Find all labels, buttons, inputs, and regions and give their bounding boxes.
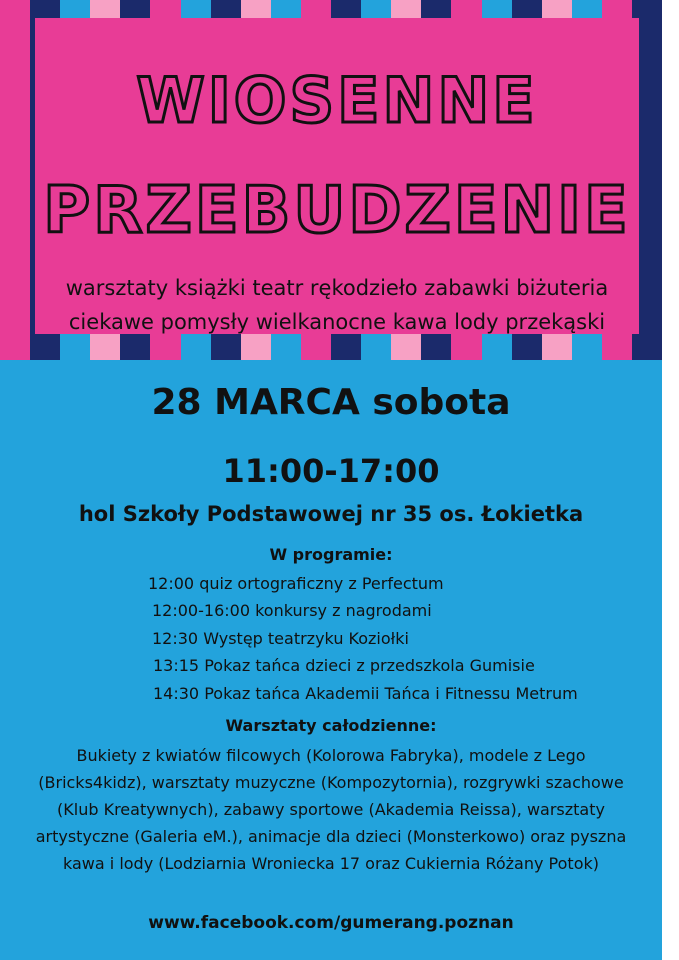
title-line-1: WIOSENNE	[136, 64, 538, 137]
subtitle-line-2: ciekawe pomysły wielkanocne kawa lody przekąski	[68, 310, 606, 334]
event-place: hol Szkoły Podstawowej nr 35 os. Łokietka	[78, 502, 584, 526]
program-item: 12:30 Występ teatrzyku Koziołki	[152, 629, 409, 648]
program-item: 12:00-16:00 konkursy z nagrodami	[152, 601, 432, 620]
event-date: 28 MARCA sobota	[151, 382, 511, 423]
stripe	[0, 0, 30, 360]
program-item: 12:00 quiz ortograficzny z Perfectum	[148, 574, 444, 593]
program-heading: W programie:	[269, 545, 393, 564]
header-box	[35, 18, 639, 334]
right-margin	[662, 0, 679, 960]
subtitle-line-1: warsztaty książki teatr rękodzieło zabawki biżuteria	[65, 276, 609, 300]
facebook-link[interactable]: www.facebook.com/gumerang.poznan	[148, 913, 514, 933]
title-line-2: PRZEBUDZENIE	[43, 174, 631, 248]
event-time: 11:00-17:00	[222, 452, 440, 490]
workshops-text: Bukiety z kwiatów filcowych (Kolorowa Fabryka), modele z Lego (Bricks4kidz), warsztaty muzyczne (Kompozytornia), rozgrywki szachowe (Klub Kreatywnych), zabawy sportowe (Akademia Reissa), warsztaty artystyczne (Galeria eM.), animacje dla dzieci (Monsterkowo) oraz pyszna kawa i lody (Lodziarnia Wroniecka 17 oraz Cukiernia Różany Potok)	[35, 746, 627, 873]
program-item: 14:30 Pokaz tańca Akademii Tańca i Fitnessu Metrum	[153, 684, 578, 703]
program-item: 13:15 Pokaz tańca dzieci z przedszkola Gumisie	[153, 656, 535, 675]
workshops-heading: Warsztaty całodzienne:	[225, 716, 437, 735]
